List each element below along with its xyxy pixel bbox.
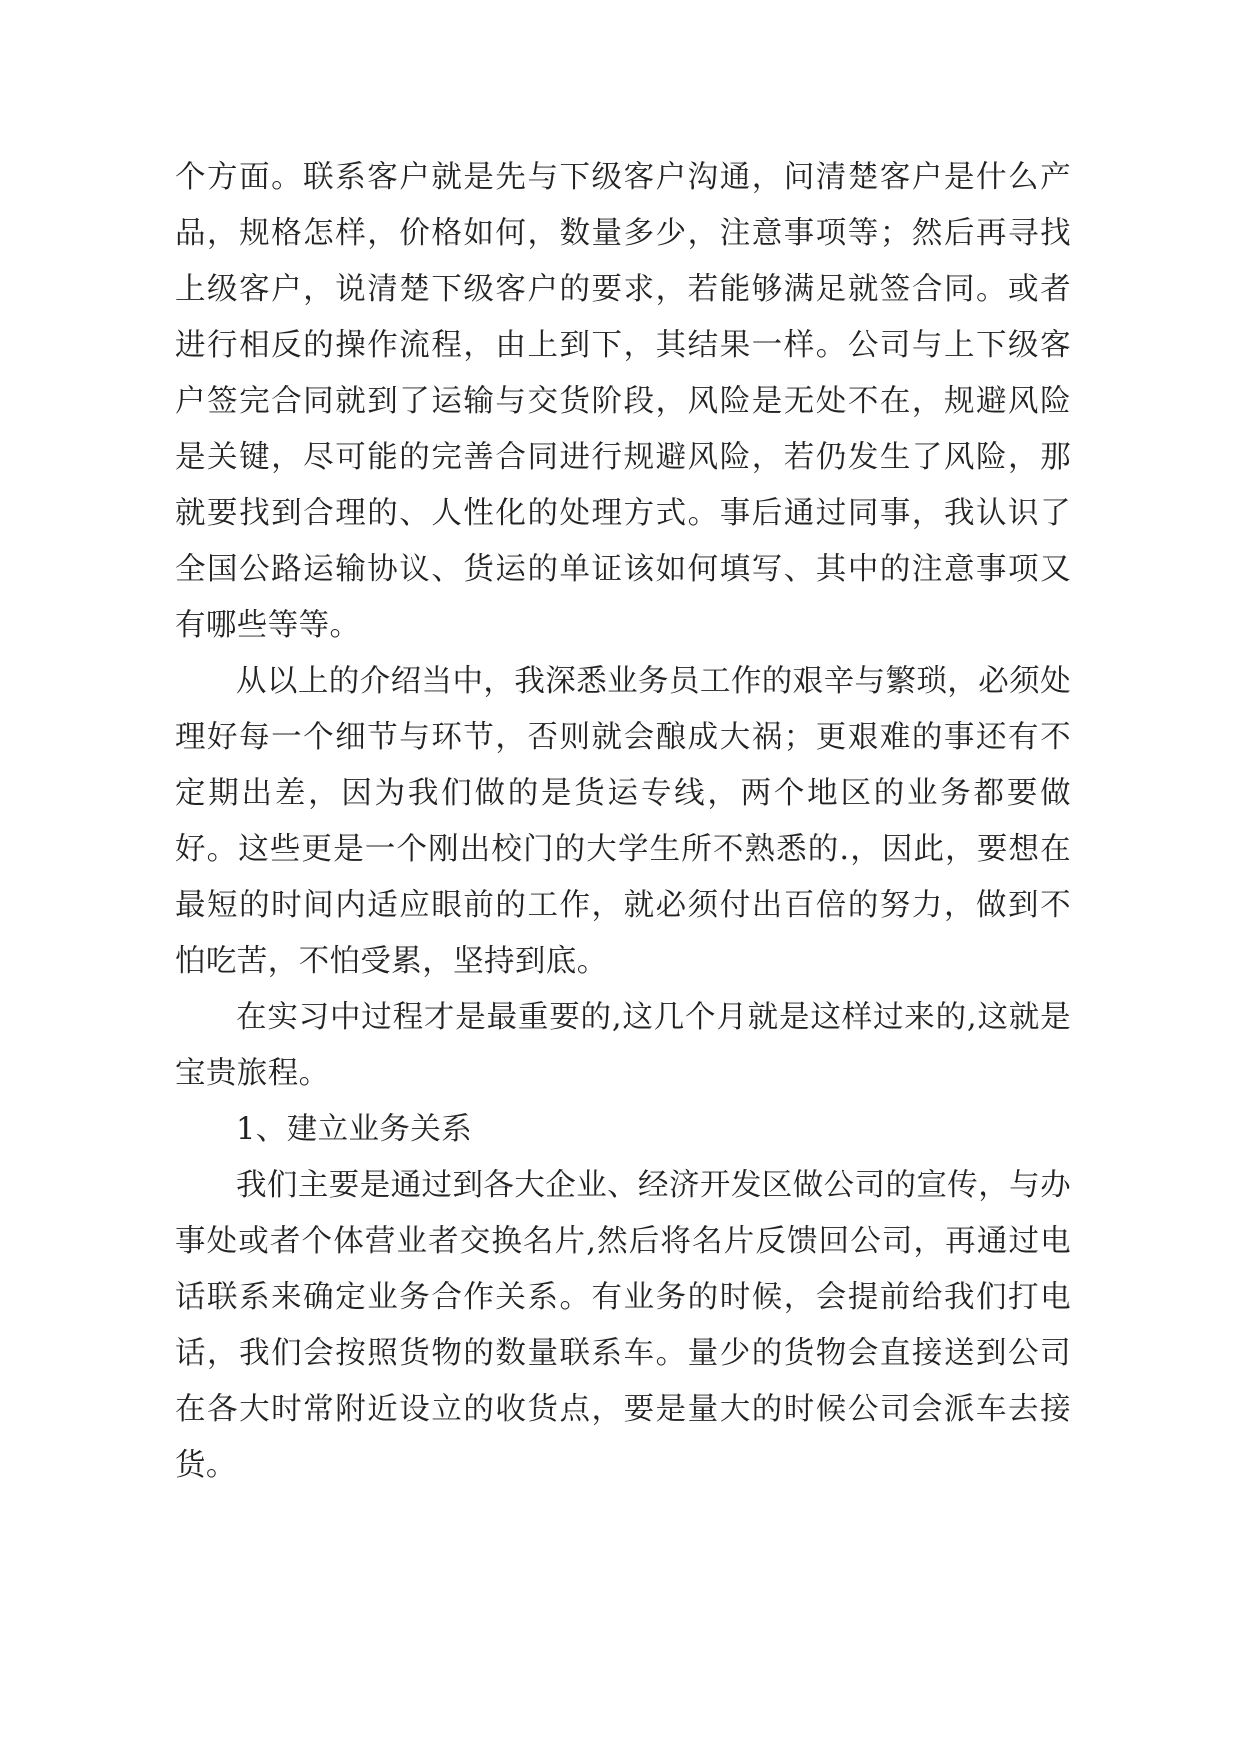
document-body (175, 150, 1071, 1494)
paragraph-process: 在实习中过程才是最重要的,这几个月就是这样过来的,这就是宝贵旅程。 (175, 1000, 1071, 1091)
paragraph-continuation: 个方面。联系客户就是先与下级客户沟通，问清楚客户是什么产品，规格怎样，价格如何，数量多少，注意事项等；然后再寻找上级客户，说清楚下级客户的要求，若能够满足就签合同。或者进行相反的操作流程，由上到下，其结果一样。公司与上下级客户签完合同就到了运输与交货阶段，风险是无处不在，规避风险是关键，尽可能的完善合同进行规避风险，若仍发生了风险，那就要找到合理的、人性化的处理方式。事后通过同事，我认识了全国公路运输协议、货运的单证该如何填写、其中的注意事项又有哪些等等。 (175, 160, 1071, 643)
paragraph-summary: 从以上的介绍当中，我深悉业务员工作的艰辛与繁琐，必须处理好每一个细节与环节，否则就会酿成大祸；更艰难的事还有不定期出差，因为我们做的是货运专线，两个地区的业务都要做好。这些更是一个刚出校门的大学生所不熟悉的.，因此，要想在最短的时间内适应眼前的工作，就必须付出百倍的努力，做到不怕吃苦，不怕受累，坚持到底。 (175, 664, 1071, 979)
paragraph-heading-1: 1、建立业务关系 (236, 1112, 473, 1147)
paragraph-business: 我们主要是通过到各大企业、经济开发区做公司的宣传，与办事处或者个体营业者交换名片,然后将名片反馈回公司，再通过电话联系来确定业务合作关系。有业务的时候，会提前给我们打电话，我们会按照货物的数量联系车。量少的货物会直接送到公司在各大时常附近设立的收货点，要是量大的时候公司会派车去接货。 (175, 1168, 1071, 1483)
